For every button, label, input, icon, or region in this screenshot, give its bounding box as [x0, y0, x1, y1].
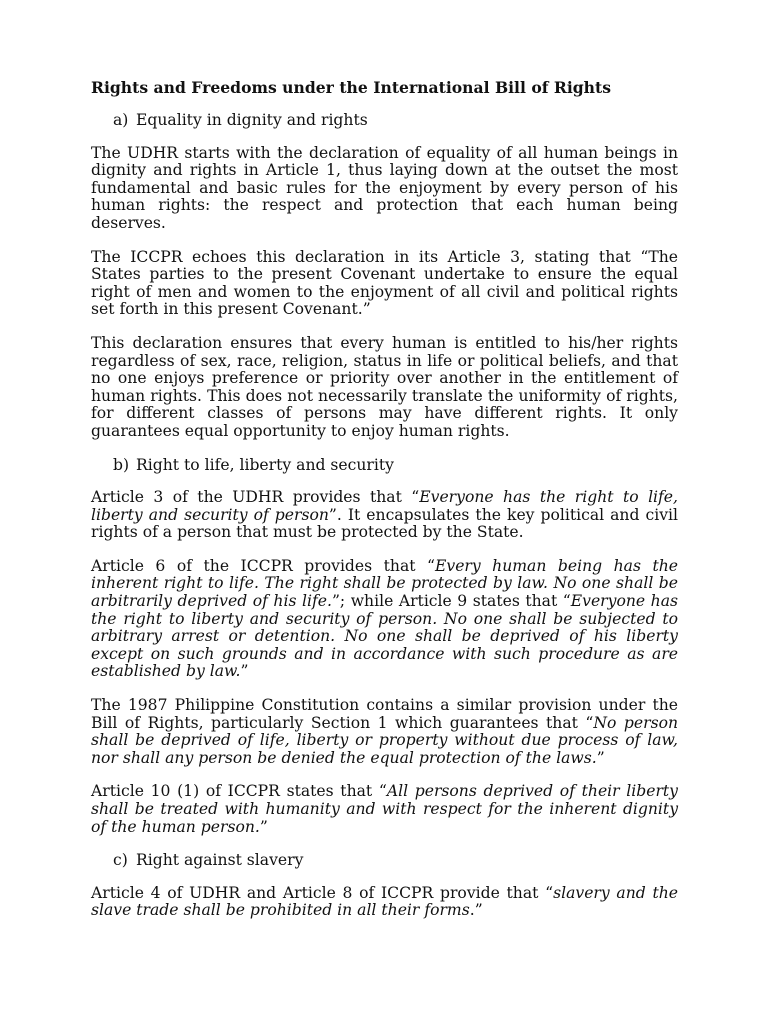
section-heading-a [91, 112, 678, 130]
paragraph-text: Article 6 of the ICCPR provides that “ [91, 556, 435, 575]
paragraph-slavery-prohibition [91, 885, 678, 920]
paragraph-philippine-constitution [91, 697, 678, 767]
paragraph-text: ”. It encapsulates the key political and civil rights of a person that must be protected by the State. [91, 505, 678, 542]
paragraph-text: ”; while Article 9 states that “ [331, 592, 571, 611]
quoted-text: Everyone has the right to life, liberty and security of person [91, 488, 678, 524]
list-marker: c) [113, 851, 128, 870]
paragraph-equality-explanation: This declaration ensures that every human is entitled to his/her rights regardless of sex, race, religion, status in life or political beliefs, and that no one enjoys preference or priority over another in the entitlement of human rights. This does not necessarily translate the uniformity of rights, for different classes of persons may have different rights. It only guarantees equal opportunity to enjoy human rights. [91, 333, 678, 440]
paragraph-iccpr-article-6-9 [91, 558, 678, 681]
list-marker: a) [113, 111, 129, 129]
paragraph-text: ” [259, 817, 268, 836]
quoted-text: Every human being has the inherent right to life. The right shall be protected by law. No one shall be arbitrarily deprived of his life. [91, 556, 679, 611]
paragraph-text: .” [469, 901, 483, 920]
quoted-text: All persons deprived of their liberty shall be treated with humanity and with respect for the inherent dignity of the human person. [91, 782, 678, 836]
paragraph-text: Article 10 (1) of ICCPR states that “ [91, 782, 387, 801]
quoted-text: slavery and the slave trade shall be prohibited in all their forms [91, 883, 678, 920]
section-heading-text: Right against slavery [136, 851, 304, 870]
section-heading-b [91, 457, 678, 475]
quoted-text: No person shall be deprived of life, liberty or property without due process of law, nor shall any person be denied the equal protection of the laws. [91, 713, 678, 767]
paragraph-text: Article 3 of the UDHR provides that “ [91, 488, 420, 507]
section-heading-text: Equality in dignity and rights [136, 111, 368, 129]
section-heading-c [91, 852, 678, 870]
paragraph-udhr-equality: The UDHR starts with the declaration of equality of all human beings in dignity and rights in Article 1, thus laying down at the outset the most fundamental and basic rules for the enjoyment by every person of his human rights: the respect and protection that each human being deserves. [91, 143, 678, 232]
paragraph-text: Article 4 of UDHR and Article 8 of ICCPR provide that “ [91, 883, 554, 902]
document-title: Rights and Freedoms under the International Bill of Rights [91, 78, 611, 97]
paragraph-text: ” [240, 662, 249, 681]
section-heading-text: Right to life, liberty and security [136, 455, 394, 474]
paragraph-iccpr-article-3: The ICCPR echoes this declaration in its Article 3, stating that “The States parties to the present Covenant undertake to ensure the equal right of men and women to the enjoyment of all civil and political rights set forth in this present Covenant.” [91, 247, 678, 319]
paragraph-text: The 1987 Philippine Constitution contains a similar provision under the Bill of Rights, particularly Section 1 which guarantees that “ [91, 696, 678, 732]
paragraph-udhr-article-3 [91, 489, 678, 542]
document-body [91, 78, 678, 920]
paragraph-text: ” [596, 748, 605, 767]
quoted-text: Everyone has the right to liberty and security of person. No one shall be subjected to arbitrary arrest or detention. No one shall be deprived of his liberty except on such grounds and in accordance with such procedure as are established by law. [91, 592, 678, 681]
paragraph-iccpr-article-10 [91, 783, 678, 836]
list-marker: b) [113, 455, 130, 474]
